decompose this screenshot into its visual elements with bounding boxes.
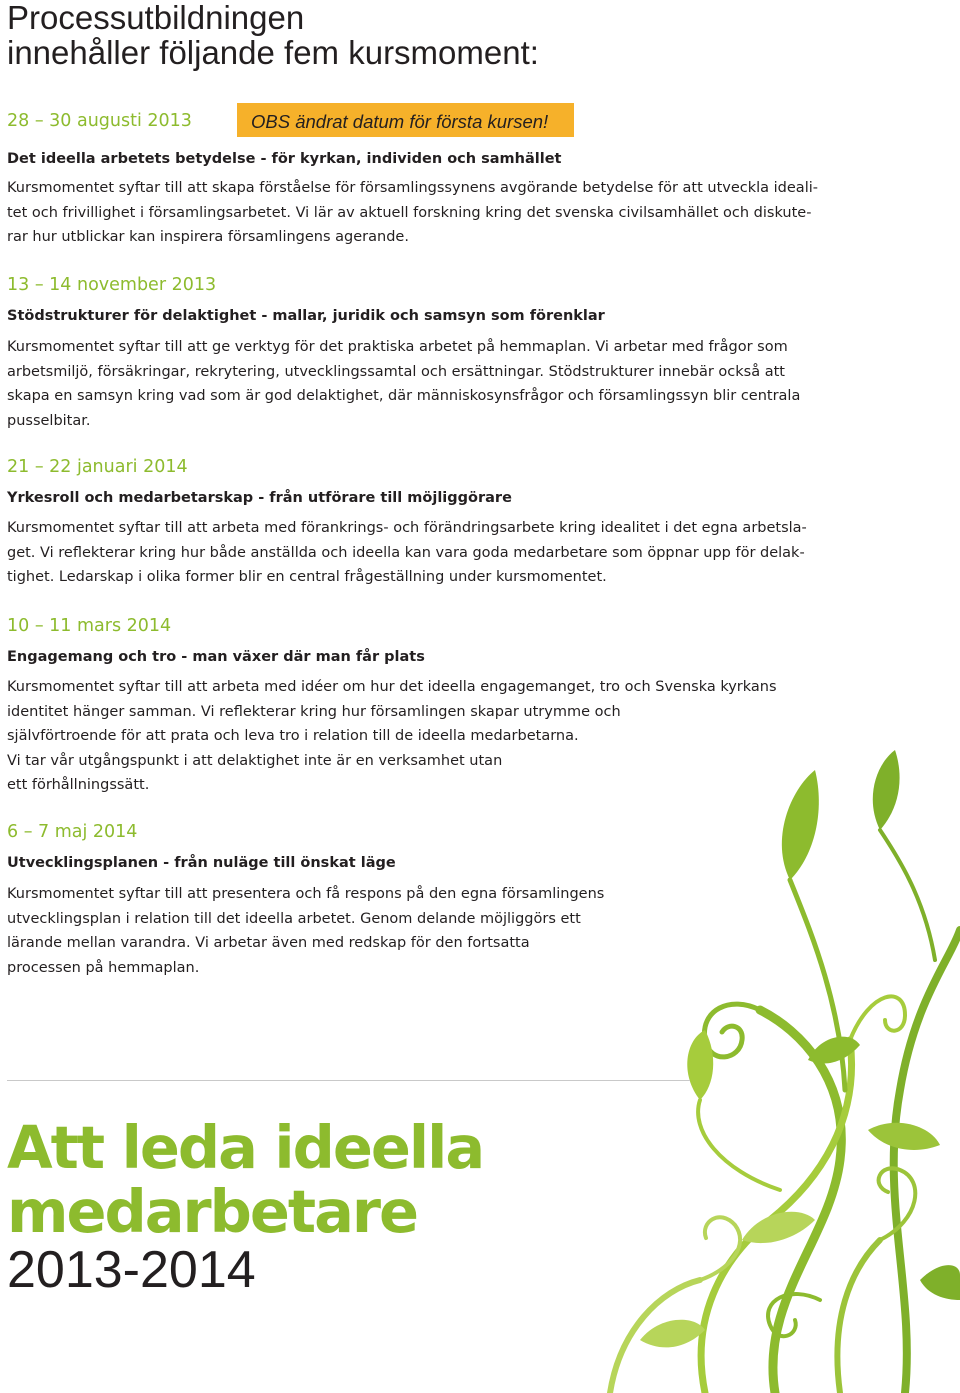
module-4-line: självförtroende för att prata och leva tro i relation till de ideella medarbetarna.: [7, 728, 579, 744]
module-1-date: 28 – 30 augusti 2013: [7, 111, 192, 131]
module-4-line: ett förhållningssätt.: [7, 777, 150, 793]
section-divider: [7, 1080, 690, 1081]
module-2-description: [7, 335, 800, 433]
module-3-line: tighet. Ledarskap i olika former blir en central frågeställning under kursmomentet.: [7, 569, 607, 585]
module-4-line: Kursmomentet syftar till att arbeta med idéer om hur det ideella engagemanget, tro och Svenska kyrkans: [7, 679, 777, 695]
module-2-line: arbetsmiljö, försäkringar, rekrytering, utvecklingssamtal och ersättningar. Stödstrukturer innebär också att: [7, 363, 785, 380]
module-3-line: get. Vi reflekterar kring hur både anställda och ideella kan vara goda medarbetare som öppnar upp för delak-: [7, 544, 805, 561]
obs-date-change-note: OBS ändrat datum för första kursen!: [237, 103, 574, 137]
module-4-line: Vi tar vår utgångspunkt i att delaktighet inte är en verksamhet utan: [7, 752, 503, 769]
module-1-description: [7, 176, 818, 250]
brochure-years: 2013-2014: [7, 1241, 256, 1299]
module-2-line: skapa en samsyn kring vad som är god delaktighet, där människosynsfrågor och församlingssyn blir centrala: [7, 388, 801, 404]
module-4-subtitle: Engagemang och tro - man växer där man får plats: [7, 649, 425, 665]
module-5-subtitle: Utvecklingsplanen - från nuläge till önskat läge: [7, 855, 396, 871]
page-title-line-1: Processutbildningen: [7, 0, 305, 36]
brochure-title: [7, 1113, 484, 1246]
module-5-line: processen på hemmaplan.: [7, 959, 200, 976]
module-1-line: rar hur utblickar kan inspirera församlingens agerande.: [7, 229, 409, 245]
module-4-description: [7, 675, 777, 798]
module-4-line: identitet hänger samman. Vi reflekterar kring hur församlingen skapar utrymme och: [7, 703, 621, 720]
module-5-line: Kursmomentet syftar till att presentera och få respons på den egna församlingens: [7, 886, 605, 902]
page-title: [7, 0, 539, 70]
module-3-description: [7, 516, 807, 590]
module-3-line: Kursmomentet syftar till att arbeta med förankrings- och förändringsarbete kring idealitet i det egna arbetsla-: [7, 520, 807, 536]
module-2-line: Kursmomentet syftar till att ge verktyg för det praktiska arbetet på hemmaplan. Vi arbetar med frågor som: [7, 339, 788, 355]
module-5-description: [7, 882, 604, 980]
module-3-subtitle: Yrkesroll och medarbetarskap - från utförare till möjliggörare: [7, 490, 512, 506]
page-title-line-2: innehåller följande fem kursmoment:: [7, 34, 539, 71]
module-3-date: 21 – 22 januari 2014: [7, 457, 188, 477]
module-2-date: 13 – 14 november 2013: [7, 275, 217, 295]
module-5-line: lärande mellan varandra. Vi arbetar även med redskap för den fortsatta: [7, 935, 530, 951]
brochure-title-line-1: Att leda ideella: [7, 1113, 484, 1182]
module-4-date: 10 – 11 mars 2014: [7, 616, 172, 636]
module-1-line: tet och frivillighet i församlingsarbetet. Vi lär av aktuell forskning kring det svenska civilsamhället och diskute-: [7, 204, 812, 221]
module-1-line: Kursmomentet syftar till att skapa förståelse för församlingssynens avgörande betydelse för att utveckla ideali-: [7, 180, 818, 196]
module-5-date: 6 – 7 maj 2014: [7, 822, 138, 842]
module-5-line: utvecklingsplan i relation till det ideella arbetet. Genom delande möjliggörs ett: [7, 910, 581, 927]
module-1-subtitle: Det ideella arbetets betydelse - för kyrkan, individen och samhället: [7, 151, 562, 167]
module-2-subtitle: Stödstrukturer för delaktighet - mallar, juridik och samsyn som förenklar: [7, 308, 605, 324]
brochure-title-line-2: medarbetare: [7, 1177, 418, 1246]
module-2-line: pusselbitar.: [7, 412, 91, 429]
